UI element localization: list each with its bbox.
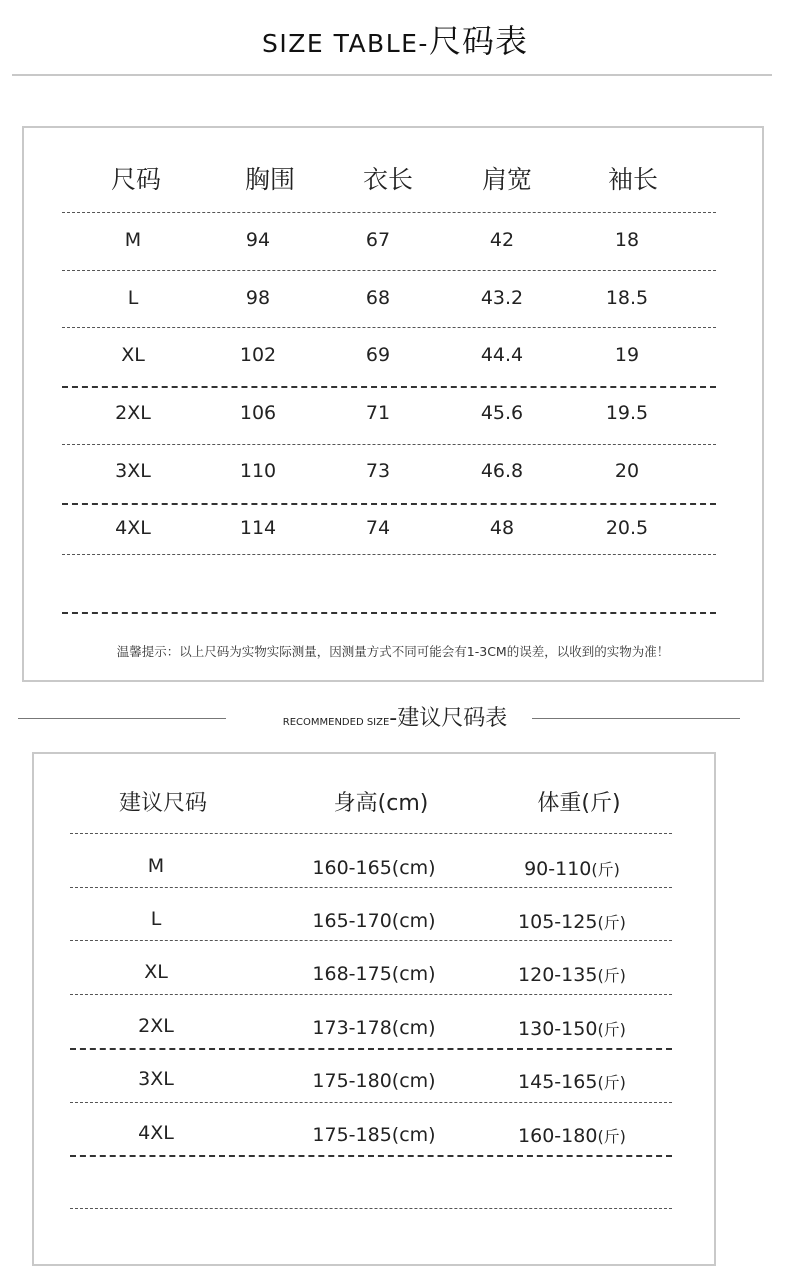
measurement-cell: 19 <box>614 344 640 366</box>
measurement-cell: 44.4 <box>480 344 524 366</box>
recommended-title-latin: RECOMMENDED SIZE <box>282 717 390 728</box>
measurement-cell: 20 <box>614 460 640 482</box>
weight-range-cell <box>492 963 652 986</box>
height-range-cell: 165-170(cm) <box>312 910 436 932</box>
recommended-size-cell: XL <box>144 961 168 983</box>
measurement-cell: 71 <box>365 402 391 424</box>
recommended-size-cell: 3XL <box>138 1068 174 1090</box>
size-label-cell: 2XL <box>115 402 151 424</box>
size-table-title-latin: SIZE TABLE- <box>262 29 429 58</box>
dashed-divider <box>62 612 716 614</box>
recommended-right-rule <box>532 718 740 719</box>
weight-range-value: 105-125 <box>518 911 598 933</box>
dashed-divider <box>70 833 672 834</box>
size-label-cell: L <box>127 287 139 309</box>
weight-range-cell <box>492 1017 652 1040</box>
dashed-divider <box>70 994 672 995</box>
weight-unit: (斤) <box>591 860 620 879</box>
measurement-cell: 45.6 <box>480 402 524 424</box>
measurement-cell: 102 <box>239 344 277 366</box>
size-label-cell: 3XL <box>115 460 151 482</box>
weight-range-value: 160-180 <box>518 1125 598 1147</box>
height-range-cell: 173-178(cm) <box>312 1017 436 1039</box>
size-header-cell: 肩宽 <box>481 165 532 194</box>
size-header-cell: 尺码 <box>110 165 161 194</box>
measurement-cell: 98 <box>245 287 271 309</box>
dashed-divider <box>70 1102 672 1103</box>
measurement-cell: 74 <box>365 517 391 539</box>
dashed-divider <box>62 327 716 328</box>
size-header-cell: 袖长 <box>607 165 658 194</box>
recommended-size-cell: M <box>147 855 165 877</box>
size-label-cell: M <box>124 229 142 251</box>
measurement-cell: 18.5 <box>605 287 649 309</box>
measurement-cell: 73 <box>365 460 391 482</box>
recommended-title-rest: -建议尺码表 <box>389 706 508 731</box>
dashed-divider <box>70 887 672 888</box>
weight-unit: (斤) <box>597 1020 626 1039</box>
dashed-divider <box>62 444 716 445</box>
height-range-cell: 175-185(cm) <box>312 1124 436 1146</box>
measurement-cell: 106 <box>239 402 277 424</box>
recommended-table-box <box>32 752 716 1266</box>
dashed-divider <box>62 554 716 555</box>
measurement-cell: 20.5 <box>605 517 649 539</box>
measurement-cell: 114 <box>239 517 277 539</box>
size-label-cell: 4XL <box>115 517 151 539</box>
weight-unit: (斤) <box>597 966 626 985</box>
weight-unit: (斤) <box>597 1127 626 1146</box>
measurement-cell: 18 <box>614 229 640 251</box>
measurement-cell: 94 <box>245 229 271 251</box>
dashed-divider <box>62 503 716 505</box>
weight-range-cell <box>492 1070 652 1093</box>
size-table-title-cn: 尺码表 <box>428 22 528 60</box>
measurement-cell: 48 <box>489 517 515 539</box>
weight-range-value: 145-165 <box>518 1071 598 1093</box>
weight-range-cell <box>492 857 652 880</box>
recommended-size-cell: L <box>150 908 162 930</box>
size-table-title <box>0 16 790 62</box>
measurement-cell: 42 <box>489 229 515 251</box>
measurement-cell: 110 <box>239 460 277 482</box>
dashed-divider <box>70 1155 672 1157</box>
measurement-cell: 67 <box>365 229 391 251</box>
title-divider <box>12 74 772 76</box>
measurement-note: 温馨提示：以上尺码为实物实际测量，因测量方式不同可能会有1-3CM的误差，以收到的实物为准！ <box>116 644 670 659</box>
size-label-cell: XL <box>121 344 145 366</box>
size-header-cell: 胸围 <box>244 165 295 194</box>
recommended-header-cell: 身高(cm) <box>333 791 429 816</box>
dashed-divider <box>62 386 716 388</box>
recommended-header-cell: 体重(斤) <box>537 791 621 816</box>
weight-range-cell <box>492 910 652 933</box>
measurement-cell: 43.2 <box>480 287 524 309</box>
measurement-cell: 46.8 <box>480 460 524 482</box>
dashed-divider <box>70 1208 672 1209</box>
dashed-divider <box>62 212 716 213</box>
dashed-divider <box>62 270 716 271</box>
height-range-cell: 168-175(cm) <box>312 963 436 985</box>
recommended-size-cell: 4XL <box>138 1122 174 1144</box>
measurement-cell: 19.5 <box>605 402 649 424</box>
measurement-cell: 68 <box>365 287 391 309</box>
recommended-size-cell: 2XL <box>138 1015 174 1037</box>
size-header-cell: 衣长 <box>362 165 413 194</box>
measurement-cell: 69 <box>365 344 391 366</box>
dashed-divider <box>70 1048 672 1050</box>
height-range-cell: 175-180(cm) <box>312 1070 436 1092</box>
recommended-title <box>0 701 790 732</box>
weight-range-value: 90-110 <box>524 858 592 880</box>
weight-range-value: 130-150 <box>518 1018 598 1040</box>
height-range-cell: 160-165(cm) <box>312 857 436 879</box>
weight-unit: (斤) <box>597 913 626 932</box>
weight-range-value: 120-135 <box>518 964 598 986</box>
recommended-header-cell: 建议尺码 <box>118 791 207 816</box>
weight-range-cell <box>492 1124 652 1147</box>
dashed-divider <box>70 940 672 941</box>
weight-unit: (斤) <box>597 1073 626 1092</box>
